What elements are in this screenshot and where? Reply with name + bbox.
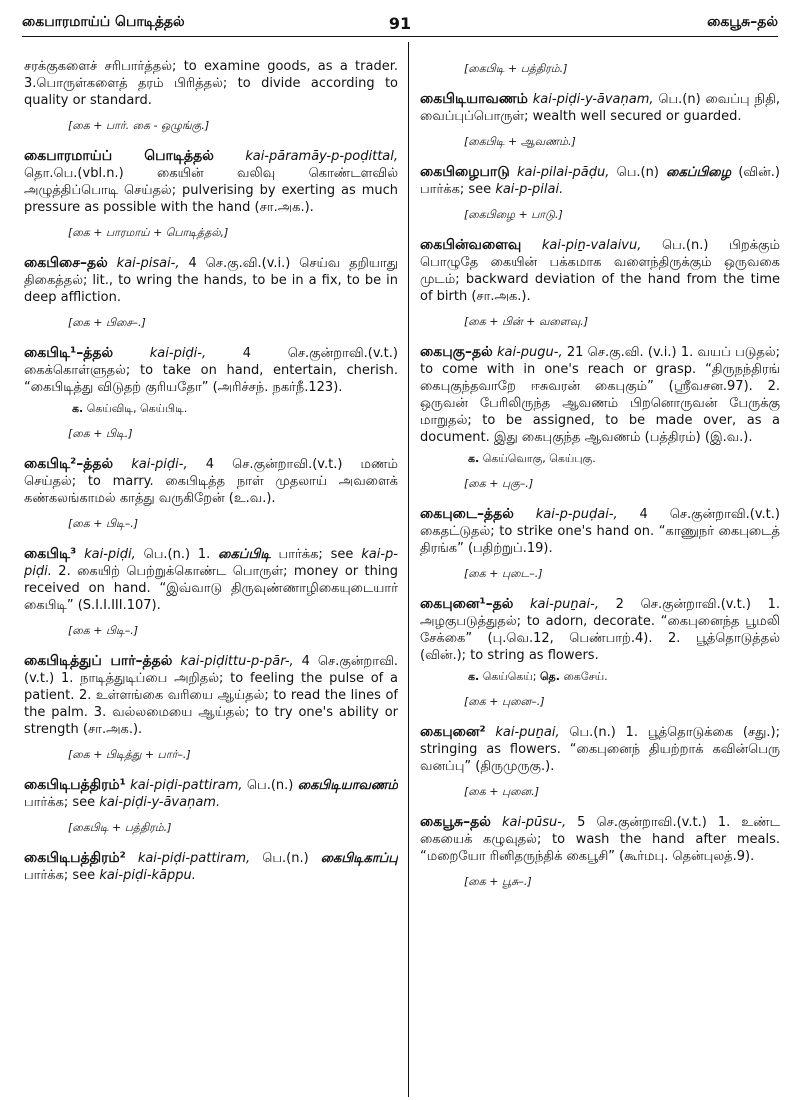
cognates xyxy=(468,452,780,467)
headword: கைபுனை² xyxy=(420,724,486,740)
etymology: [கை + பிடி–.] xyxy=(68,624,139,637)
dictionary-entry xyxy=(24,850,398,884)
dictionary-entry xyxy=(420,164,780,198)
headword: கைபிடி³ xyxy=(24,546,77,562)
transliteration: kai-pugu-, xyxy=(497,345,563,360)
cross-reference-transliteration: kai-p-pilai. xyxy=(495,182,564,197)
etymology: [கை + பிடி.] xyxy=(68,427,133,440)
etymology: [கை + பின் + வளைவு.] xyxy=(464,315,589,328)
continuation-text: சரக்குகளைச் சரிபார்த்தல்; to examine goods, as a trader. 3.பொருள்களைத் தரம் பிரித்தல்; to divide according to quality or standard. xyxy=(24,59,398,108)
dictionary-entry xyxy=(420,344,780,446)
cognates xyxy=(468,670,780,685)
definition: பெ.(n.) xyxy=(250,851,321,866)
definition: பெ.(n) xyxy=(609,165,667,180)
etymology: [கை + புனை.] xyxy=(464,785,539,798)
dictionary-entry xyxy=(420,724,780,775)
headword: கைபிடி²–த்தல் xyxy=(24,456,114,472)
cross-reference-transliteration: kai-p-piḍi. xyxy=(24,547,398,579)
etymology: [கை + பிடி–.] xyxy=(68,517,139,530)
cognate-words: கெய்வொகு, கெய்புகு. xyxy=(479,452,596,465)
definition: பெ.(n.) 1. பூத்தொடுக்கை (சது.); stringing as flowers. “கைபுனைந் தியற்றாக் கவின்பெரு வனப்பு” (திருமுருகு.). xyxy=(420,725,780,774)
dictionary-entry xyxy=(420,596,780,664)
definition: பார்க்க; see xyxy=(270,547,362,562)
right-column xyxy=(420,58,780,1100)
dictionary-entry xyxy=(24,345,398,396)
headword: கைபுடை–த்தல் xyxy=(420,506,514,522)
transliteration: kai-piḍi-, xyxy=(149,346,207,361)
definition: பெ.(n.) xyxy=(242,778,298,793)
transliteration: kai-piḍi-pattiram, xyxy=(137,851,251,866)
definition: பெ.(n) வைப்பு நிதி, வைப்புப்பொருள்; wealth well secured or guarded. xyxy=(420,92,780,124)
dictionary-entry xyxy=(420,814,780,865)
transliteration: kai-pilai-pāḍu, xyxy=(516,165,610,180)
column-divider xyxy=(408,42,409,1097)
definition: 4 செ.குன்றாவி.(v.t.) 1. நாடித்துடிப்பை அறிதல்; to feeling the pulse of a patient. 2. உள்ளங்கை வரியை ஆய்தல்; to read the lines of the palm. 3. வல்லமையை ஆய்தல்; to try one's ability or strength (சா.அக.). xyxy=(24,654,398,737)
etymology: [கைபிடி + பத்திரம்.] xyxy=(464,62,568,75)
etymology: [கை + பிடித்து + பார்–.] xyxy=(68,748,191,761)
dictionary-entry xyxy=(24,148,398,216)
cognate-words: கைசேய். xyxy=(559,670,608,683)
etymology: [கைபிழை + பாடு.] xyxy=(464,208,563,221)
definition: (வின்.) பார்க்க; see xyxy=(420,165,780,197)
cognate-language: க. xyxy=(468,452,480,465)
etymology: [கை + புடை–.] xyxy=(464,567,543,580)
header-left-guideword: கைபாரமாய்ப் பொடித்தல் xyxy=(22,14,185,30)
etymology: [கை + பார். கை - ஒழுங்கு.] xyxy=(68,119,210,132)
definition: பார்க்க; see xyxy=(24,795,100,810)
transliteration: kai-piḍi-y-āvaṇam, xyxy=(532,92,654,107)
cross-reference-transliteration: kai-piḍi-y-āvaṇam. xyxy=(99,795,221,810)
definition: 2 செ.குன்றாவி.(v.t.) 1. அழகுபடுத்துதல்; to adorn, decorate. “கைபுனைந்த பூமலி சேக்கை” (பு.வெ.12, பெண்பாற்.4). 2. பூத்தொடுத்தல் (வின்.); to string as flowers. xyxy=(420,597,780,663)
headword: கைபாரமாய்ப் பொடித்தல் xyxy=(24,148,214,164)
transliteration: kai-pūsu-, xyxy=(501,815,567,830)
cognate-words: கெய்விடி, கெய்பிடி. xyxy=(83,402,188,415)
header-right-guideword: கைபூசு–தல் xyxy=(707,14,778,30)
cognates xyxy=(72,402,398,417)
cross-reference-headword: கைபிடியாவணம் xyxy=(297,778,398,793)
headword: கைபுகு–தல் xyxy=(420,344,493,360)
page-number: 91 xyxy=(388,13,412,33)
cognate-words: கெய்கெய்; xyxy=(479,670,540,683)
dictionary-entry xyxy=(420,237,780,305)
definition: 2. கையிற் பெற்றுக்கொண்ட பொருள்; money or thing received on hand. “இவ்வாடு திருவுண்ணாழிகையுடையார் கைபிடி” (S.I.I.III.107). xyxy=(24,564,398,613)
cognate-language: க. xyxy=(468,670,480,683)
headword: கைபூசு–தல் xyxy=(420,814,491,830)
transliteration: kai-piḍi-pattiram, xyxy=(130,778,243,793)
cognate-language: தெ. xyxy=(539,670,560,683)
left-column xyxy=(24,58,398,1100)
transliteration: kai-piṉ-valaivu, xyxy=(541,238,642,253)
dictionary-entry xyxy=(24,653,398,738)
definition: 4 செ.குன்றாவி.(v.t.) கைதட்டுதல்; to strike one's hand on. “காணுநர் கைபுடைத் திரங்க” (பதிற்றுப்.19). xyxy=(420,507,780,556)
transliteration: kai-pāramāy-p-poḍittal, xyxy=(245,149,398,164)
transliteration: kai-p-puḍai-, xyxy=(535,507,618,522)
cross-reference-headword: கைபிடிகாப்பு xyxy=(320,851,398,866)
dictionary-entry xyxy=(24,255,398,306)
dictionary-entry xyxy=(24,777,398,811)
headword: கைபிடி¹–த்தல் xyxy=(24,345,114,361)
transliteration: kai-pisai-, xyxy=(116,256,180,271)
definition: 4 செ.குன்றாவி.(v.t.) கைக்கொள்ளுதல்; to take on hand, entertain, cherish. “கைபிடித்து விடுதற் குரியதோ” (அரிச்சந். நகர்நீ.123). xyxy=(24,346,398,395)
definition: 21 செ.கு.வி. (v.i.) 1. வயப் படுதல்; to come with in one's reach or grasp. “திருநந்திரங் கைபுகுந்தவாறே ஈசுவரன் கைபுகும்” (ஸ்ரீவசன.97). 2. ஒருவன் பேரிலிருந்த ஆவணம் பிறனொருவன் பேருக்கு மாறுதல்; to be assigned, to be made over, as a document. இது கைபுகுந்த ஆவணம் (பத்திரம்) (இ.வ.). xyxy=(420,345,780,445)
dictionary-entry xyxy=(24,546,398,614)
dictionary-entry xyxy=(420,91,780,125)
definition: தொ.பெ.(vbl.n.) கையின் வலிவு கொண்டளவில் அழுத்திப்பொடி செய்தல்; pulverising by exerting as much pressure as possible with the hand (சா.அக.). xyxy=(24,166,398,215)
etymology: [கை + புகு–.] xyxy=(464,477,534,490)
cross-reference-headword: கைப்பிடி xyxy=(218,547,271,562)
cross-reference-headword: கைப்பிழை xyxy=(666,165,732,180)
etymology: [கை + புனை–.] xyxy=(464,695,545,708)
definition: 4 செ.குன்றாவி.(v.t.) மணம் செய்தல்; to marry. கைபிடித்த நாள் முதலாய் அவளைக் கண்கலங்காமல் காத்து வருகிறேன் (உ.வ.). xyxy=(24,457,398,506)
headword: கைபுனை¹–தல் xyxy=(420,596,514,612)
cognate-language: க. xyxy=(72,402,84,415)
etymology: [கை + பிசை–.] xyxy=(68,316,146,329)
transliteration: kai-piḍi, xyxy=(84,547,136,562)
definition: 5 செ.குன்றாவி.(v.t.) 1. உண்ட கையைக் கழுவுதல்; to wash the hand after meals. “மறையோ ரினிதருந்திக் கைபூசி” (கூர்மபு. தென்புலத்.9). xyxy=(420,815,780,864)
headword: கைபிடிபத்திரம்¹ xyxy=(24,777,126,793)
etymology: [கைபிடி + ஆவணம்.] xyxy=(464,135,576,148)
headword: கைபிடிபத்திரம்² xyxy=(24,850,126,866)
headword: கைபிடித்துப் பார்–த்தல் xyxy=(24,653,173,669)
transliteration: kai-piḍittu-p-pār-, xyxy=(180,654,294,669)
etymology: [கை + பூசு–.] xyxy=(464,875,532,888)
headword: கைபிழைபாடு xyxy=(420,164,510,180)
definition: 4 செ.கு.வி.(v.i.) செய்வ தறியாது திகைத்தல்; lit., to wring the hands, to be in a fix, to be in deep affliction. xyxy=(24,256,398,305)
headword: கைபின்வளைவு xyxy=(420,237,522,253)
transliteration: kai-puṉai, xyxy=(495,725,560,740)
etymology: [கை + பாரமாய் + பொடித்தல்,] xyxy=(68,226,229,239)
definition: பெ.(n.) பிறக்கும் பொழுதே கையின் பக்கமாக வளைந்திருக்கும் ஒருவகை முடம்; backward deviation of the hand from the time of birth (சா.அக.). xyxy=(420,238,780,304)
definition: பெ.(n.) 1. xyxy=(135,547,219,562)
headword: கைபிடியாவணம் xyxy=(420,91,528,107)
dictionary-entry xyxy=(24,456,398,507)
definition: பார்க்க; see xyxy=(24,868,100,883)
cross-reference-transliteration: kai-piḍi-kāppu. xyxy=(99,868,196,883)
headword: கைபிசை–தல் xyxy=(24,255,108,271)
dictionary-entry xyxy=(420,506,780,557)
page-header xyxy=(22,10,778,37)
transliteration: kai-puṉai-, xyxy=(530,597,599,612)
transliteration: kai-piḍi-, xyxy=(131,457,188,472)
etymology: [கைபிடி + பத்திரம்.] xyxy=(68,821,172,834)
